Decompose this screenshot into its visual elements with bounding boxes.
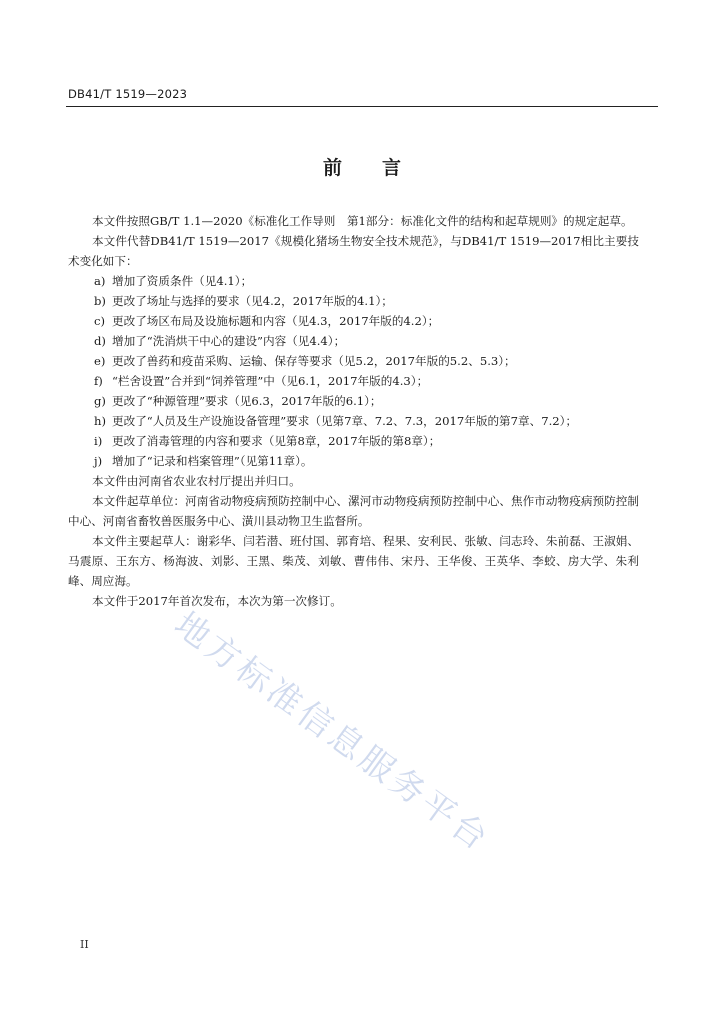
list-text: 更改了“人员及生产设施设备管理”要求（见第7章、7.2、7.3，2017年版的第7章、7.2）； [112, 414, 578, 428]
list-marker: i) [94, 434, 103, 448]
document-code: DB41/T 1519—2023 [68, 87, 188, 101]
list-marker: d) [94, 334, 106, 348]
list-item [68, 331, 639, 351]
paragraph-drafting-rules: 本文件按照GB/T 1.1—2020《标准化工作导则 第1部分：标准化文件的结构和起草规则》的规定起草。 [92, 214, 633, 228]
list-text: 增加了“洗消烘干中心的建设”内容（见4.4）； [112, 334, 346, 348]
list-item [68, 451, 639, 471]
watermark: 地方标准信息服务平台 [166, 604, 498, 861]
list-text: 增加了资质条件（见4.1）； [112, 274, 253, 288]
page-title: 前言 [322, 157, 441, 179]
list-marker: h) [94, 414, 106, 428]
list-item [68, 351, 639, 371]
header-rule [66, 106, 658, 107]
list-item [68, 371, 639, 391]
list-marker: j) [94, 454, 103, 468]
list-text: 更改了“种源管理”要求（见6.3，2017年版的6.1）； [112, 394, 382, 408]
list-text: 增加了“记录和档案管理”（见第11章）。 [112, 454, 313, 468]
list-text: 更改了消毒管理的内容和要求（见第8章，2017年版的第8章）； [112, 434, 441, 448]
list-item [68, 311, 639, 331]
list-text: “栏舍设置”合并到“饲养管理”中（见6.1，2017年版的4.3）； [112, 374, 429, 388]
paragraph-drafting-units: 本文件起草单位：河南省动物疫病预防控制中心、漯河市动物疫病预防控制中心、焦作市动物疫病预防控制中心、河南省畜牧兽医服务中心、潢川县动物卫生监督所。 [68, 494, 639, 528]
list-text: 更改了场区布局及设施标题和内容（见4.3，2017年版的4.2）； [112, 314, 440, 328]
paragraph-release-history: 本文件于2017年首次发布，本次为第一次修订。 [92, 594, 342, 608]
list-marker: c) [94, 314, 106, 328]
foreword-content [68, 211, 639, 611]
list-marker: g) [94, 394, 106, 408]
paragraph-replacement: 本文件代替DB41/T 1519—2017《规模化猪场生物安全技术规范》，与DB41/T 1519—2017相比主要技术变化如下： [68, 234, 639, 268]
list-item [68, 271, 639, 291]
list-text: 更改了场址与选择的要求（见4.2，2017年版的4.1）； [112, 294, 393, 308]
paragraph-drafters: 本文件主要起草人：谢彩华、闫若潜、班付国、郭育培、程果、安利民、张敏、闫志玲、朱前磊、王淑娟、马震原、王东方、杨海波、刘影、王黑、柴茂、刘敏、曹伟伟、宋丹、王华俊、王英华、李蛟、房大学、朱利峰、周应海。 [68, 534, 639, 588]
list-item [68, 411, 639, 431]
list-item [68, 291, 639, 311]
list-marker: b) [94, 294, 106, 308]
list-text: 更改了兽药和疫苗采购、运输、保存等要求（见5.2，2017年版的5.2、5.3）； [112, 354, 516, 368]
paragraph-proposer: 本文件由河南省农业农村厅提出并归口。 [92, 474, 301, 488]
list-item [68, 431, 639, 451]
list-marker: f) [94, 374, 103, 388]
list-marker: a) [94, 274, 106, 288]
list-item [68, 391, 639, 411]
page-number: II [80, 938, 89, 951]
list-marker: e) [94, 354, 106, 368]
